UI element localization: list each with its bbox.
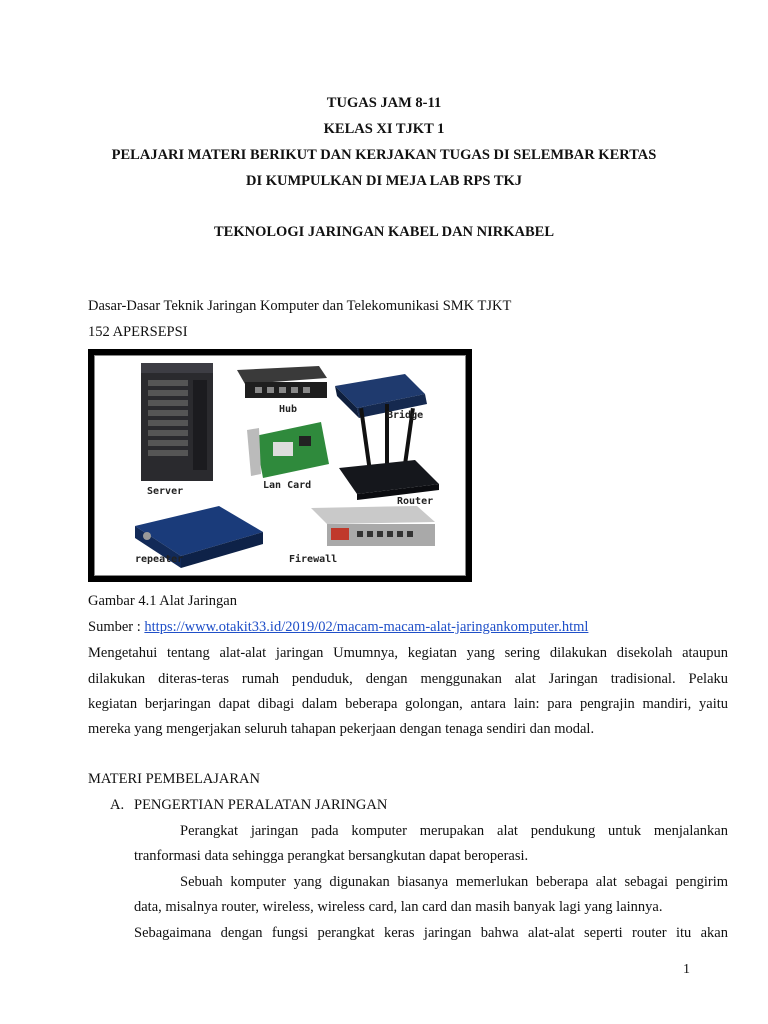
header-line-1: TUGAS JAM 8-11	[326, 95, 442, 111]
section-item-marker: A.	[110, 797, 125, 813]
document-subtitle: TEKNOLOGI JARINGAN KABEL DAN NIRKABEL	[214, 224, 554, 240]
hub-image	[237, 366, 327, 398]
figure-label-bridge: Bridge	[387, 410, 424, 421]
figure-label-server: Server	[147, 486, 184, 497]
intro-line-2: 152 APERSEPSI	[88, 324, 188, 340]
header-line-2: KELAS XI TJKT 1	[323, 121, 445, 137]
section-item-title: PENGERTIAN PERALATAN JARINGAN	[134, 797, 388, 813]
body-paragraph-2-line-1: Sebuah komputer yang digunakan biasanya memerlukan beberapa alat sebagai pengirim	[180, 874, 728, 890]
figure-caption: Gambar 4.1 Alat Jaringan	[88, 593, 237, 609]
figure-canvas	[94, 355, 466, 576]
server-image	[141, 363, 213, 481]
firewall-image	[311, 506, 435, 546]
body-paragraph-2-line-2: data, misalnya router, wireless, wireless card, lan card dan masih banyak lagi yang lainnya.	[134, 899, 663, 915]
figure-source-link[interactable]: https://www.otakit33.id/2019/02/macam-macam-alat-jaringankomputer.html	[144, 619, 589, 635]
figure-label-router: Router	[397, 496, 434, 507]
figure-label-firewall: Firewall	[289, 554, 338, 565]
intro-line-1: Dasar-Dasar Teknik Jaringan Komputer dan Telekomunikasi SMK TJKT	[88, 298, 512, 314]
paragraph-1-line-1: Mengetahui tentang alat-alat jaringan Umumnya, kegiatan yang sering dilakukan disekolah ataupun	[88, 645, 728, 661]
header-line-4: DI KUMPULKAN DI MEJA LAB RPS TKJ	[245, 173, 523, 189]
network-devices-illustration	[95, 356, 465, 575]
figure-label-hub: Hub	[279, 404, 298, 415]
figure-source-label: Sumber :	[88, 619, 145, 635]
body-paragraph-1-line-1: Perangkat jaringan pada komputer merupakan alat pendukung untuk menjalankan	[180, 823, 728, 839]
body-paragraph-3-line-1: Sebagaimana dengan fungsi perangkat keras jaringan bahwa alat-alat seperti router itu akan	[134, 925, 728, 941]
page-number: 1	[683, 962, 690, 977]
section-title: MATERI PEMBELAJARAN	[88, 771, 260, 787]
paragraph-1-line-3: kegiatan berjaringan dapat dibagi dalam beberapa golongan, antara lain: para pengrajin mandiri, yaitu	[88, 696, 728, 712]
paragraph-1-line-2: dilakukan diteras-teras rumah penduduk, dengan menggunakan alat Jaringan tradisional. Pelaku	[88, 671, 728, 687]
body-paragraph-1-line-2: tranformasi data sehingga perangkat bersangkutan dapat beroperasi.	[134, 848, 529, 864]
lan-card-image	[247, 422, 329, 478]
figure-label-repeater: repeater	[135, 554, 184, 565]
paragraph-1-line-4: mereka yang mengerjakan seluruh tahapan pekerjaan dengan tenaga sendiri dan modal.	[88, 721, 595, 737]
header-line-3: PELAJARI MATERI BERIKUT DAN KERJAKAN TUGAS DI SELEMBAR KERTAS	[111, 147, 657, 163]
figure-source	[88, 619, 588, 636]
figure-label-lan-card: Lan Card	[263, 480, 312, 491]
network-devices-figure	[88, 349, 472, 582]
